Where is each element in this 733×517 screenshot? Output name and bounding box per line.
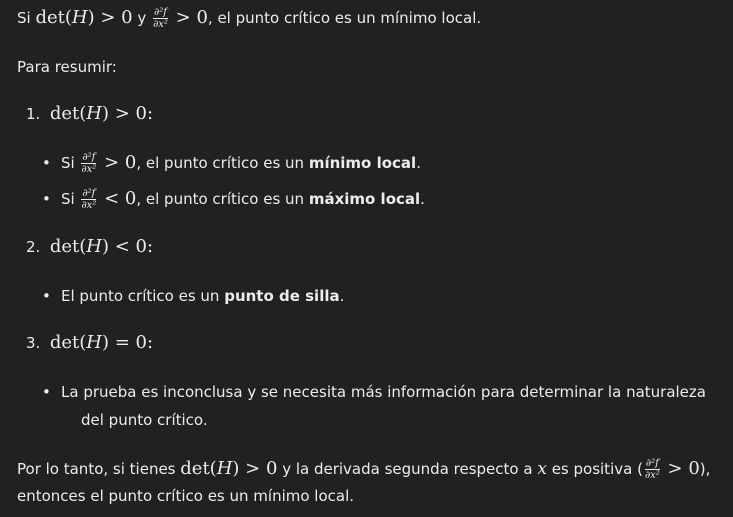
frac-num: ∂²f	[154, 7, 167, 18]
second-derivative-fraction	[153, 7, 168, 30]
conclusion-mid2: es positiva (	[546, 460, 643, 478]
bullet-text: Si	[61, 190, 80, 208]
H-var: H	[216, 458, 233, 479]
second-derivative-fraction	[81, 188, 96, 211]
list-item	[61, 187, 425, 211]
list-item	[61, 380, 706, 404]
close-paren: )	[102, 332, 110, 353]
relation: > 0	[239, 458, 278, 479]
list-item-3	[26, 331, 153, 355]
intro-paragraph	[17, 6, 481, 30]
frac-den: ∂x²	[81, 164, 97, 175]
period: .	[420, 190, 425, 208]
frac-den: ∂x²	[153, 19, 168, 30]
relation-2: > 0	[169, 7, 208, 28]
item-number: 2.	[26, 238, 41, 256]
relation: < 0:	[109, 236, 154, 257]
conclusion-text: Por lo tanto, si tienes	[17, 460, 181, 478]
frac-den: ∂x²	[644, 470, 660, 481]
H-var: H	[86, 236, 102, 257]
det-fn: det(	[49, 236, 87, 257]
bullet-mid: , el punto crítico es un	[136, 154, 309, 172]
summary-heading: Para resumir:	[17, 58, 117, 76]
relation: > 0	[94, 7, 133, 28]
conclusion-line2: entonces el punto crítico es un mínimo local.	[17, 487, 355, 505]
item-number: 1.	[26, 105, 41, 123]
relation: > 0:	[109, 103, 154, 124]
period: .	[416, 154, 421, 172]
bold-term: máximo local	[308, 190, 421, 208]
list-item	[61, 151, 421, 175]
conj: y	[132, 9, 152, 27]
H-var: H	[86, 103, 102, 124]
frac-num: ∂²f	[82, 188, 96, 199]
frac-den: ∂x²	[81, 200, 97, 211]
intro-end: , el punto crítico es un mínimo local.	[207, 9, 482, 27]
list-item-1	[26, 102, 153, 126]
bullet-text: El punto crítico es un	[61, 287, 225, 305]
x-var: x	[537, 459, 547, 479]
list-item	[61, 284, 344, 308]
relation: = 0:	[109, 332, 154, 353]
intro-text: Si	[17, 9, 36, 27]
det-fn: det(	[180, 458, 217, 479]
conclusion-end: ),	[699, 460, 711, 478]
second-derivative-fraction	[645, 458, 660, 481]
close-paren: )	[232, 458, 240, 479]
relation: > 0	[98, 152, 137, 173]
bold-term: punto de silla	[224, 287, 340, 305]
H-var: H	[86, 332, 102, 353]
close-paren: )	[87, 7, 95, 28]
det-fn: det(	[35, 7, 72, 28]
bullet-continuation: del punto crítico.	[81, 411, 208, 429]
period: .	[339, 287, 345, 305]
item-number: 3.	[26, 334, 41, 352]
bullet-text: La prueba es inconclusa y se necesita más información para determinar la naturaleza	[61, 383, 706, 401]
bold-term: mínimo local	[308, 154, 417, 172]
math-det	[35, 7, 132, 28]
frac-num: ∂²f	[645, 458, 659, 469]
close-paren: )	[102, 236, 110, 257]
det-fn: det(	[49, 103, 87, 124]
close-paren: )	[102, 103, 110, 124]
det-fn: det(	[49, 332, 87, 353]
list-item-2	[26, 235, 153, 259]
H-var: H	[71, 7, 88, 28]
second-derivative-fraction	[81, 152, 96, 175]
bullet-mid: , el punto crítico es un	[136, 190, 309, 208]
conclusion-paragraph	[17, 457, 710, 481]
relation-2: > 0	[661, 458, 700, 479]
frac-num: ∂²f	[82, 152, 96, 163]
relation: < 0	[98, 188, 137, 209]
conclusion-mid: y la derivada segunda respecto a	[277, 460, 538, 478]
bullet-text: Si	[61, 154, 80, 172]
